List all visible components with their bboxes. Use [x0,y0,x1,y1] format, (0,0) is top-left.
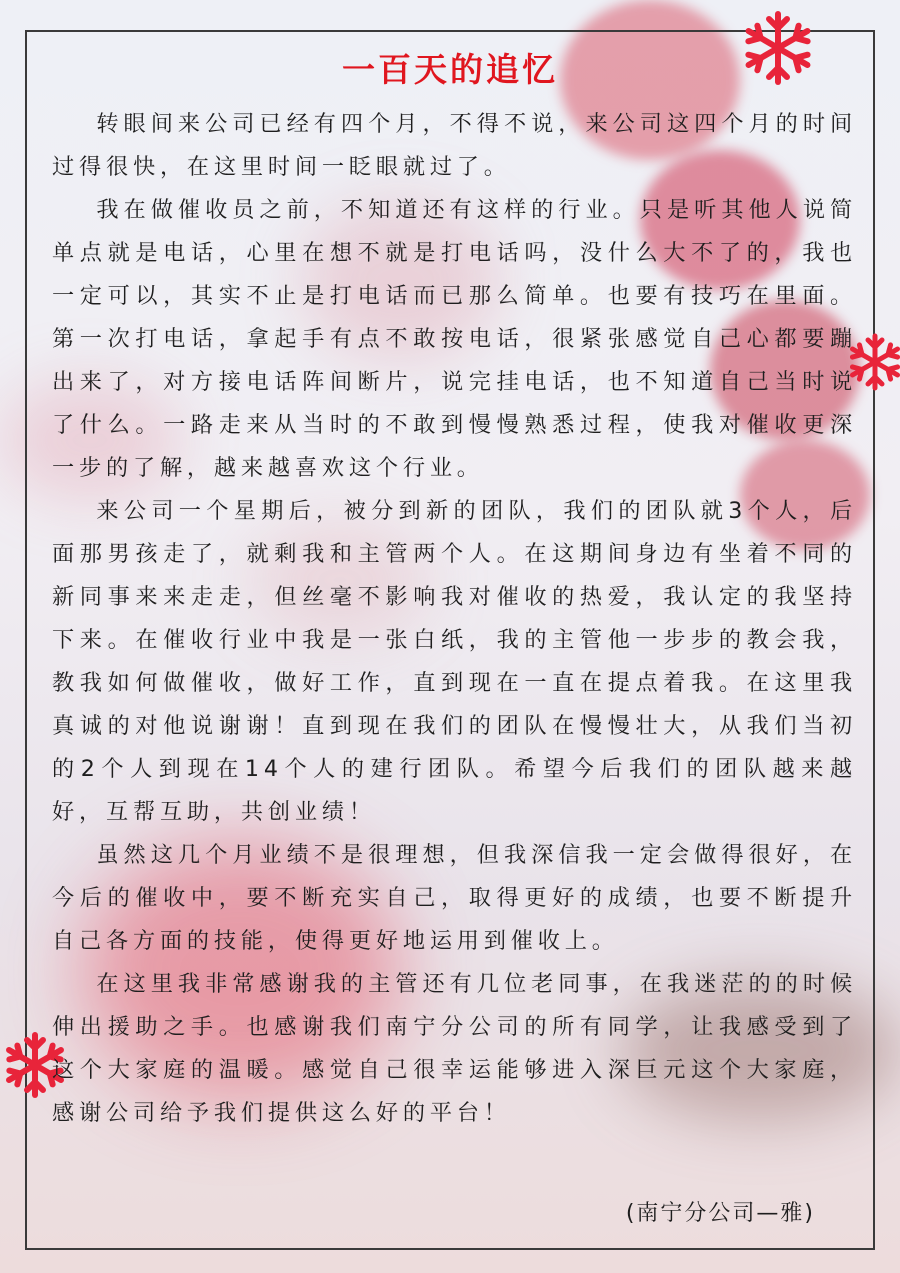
page-title: 一百天的追忆 [342,50,558,89]
paragraph: 我在做催收员之前，不知道还有这样的行业。只是听其他人说简单点就是电话，心里在想不就是打电话吗，没什么大不了的，我也一定可以，其实不止是打电话而已那么简单。也要有技巧在里面。第一次打电话，拿起手有点不敢按电话，很紧张感觉自己心都要蹦出来了，对方接电话阵间断片，说完挂电话，也不知道自己当时说了什么。一路走来从当时的不敢到慢慢熟悉过程，使我对催收更深一步的了解，越来越喜欢这个行业。 [52,197,857,481]
paragraph: 来公司一个星期后，被分到新的团队，我们的团队就3个人，后面那男孩走了，就剩我和主管两个人。在这期间身边有坐着不同的新同事来来走走，但丝毫不影响我对催收的热爱，我认定的我坚持下来。在催收行业中我是一张白纸，我的主管他一步步的教会我，教我如何做催收，做好工作，直到现在一直在提点着我。在这里我真诚的对他说谢谢！直到现在我们的团队在慢慢壮大，从我们当初的2个人到现在14个人的建行团队。希望今后我们的团队越来越好，互帮互助，共创业绩！ [52,498,857,825]
signature: (南宁分公司—雅) [625,1201,815,1226]
paragraph: 在这里我非常感谢我的主管还有几位老同事，在我迷茫的的时候伸出援助之手。也感谢我们南宁分公司的所有同学，让我感受到了这个大家庭的温暖。感觉自己很幸运能够进入深巨元这个大家庭，感谢公司给予我们提供这么好的平台！ [52,971,857,1126]
paragraph: 转眼间来公司已经有四个月，不得不说，来公司这四个月的时间过得很快，在这里时间一眨眼就过了。 [52,111,857,180]
article-body [52,103,857,1135]
paragraph: 虽然这几个月业绩不是很理想，但我深信我一定会做得很好，在今后的催收中，要不断充实自己，取得更好的成绩，也要不断提升自己各方面的技能，使得更好地运用到催收上。 [52,842,857,954]
